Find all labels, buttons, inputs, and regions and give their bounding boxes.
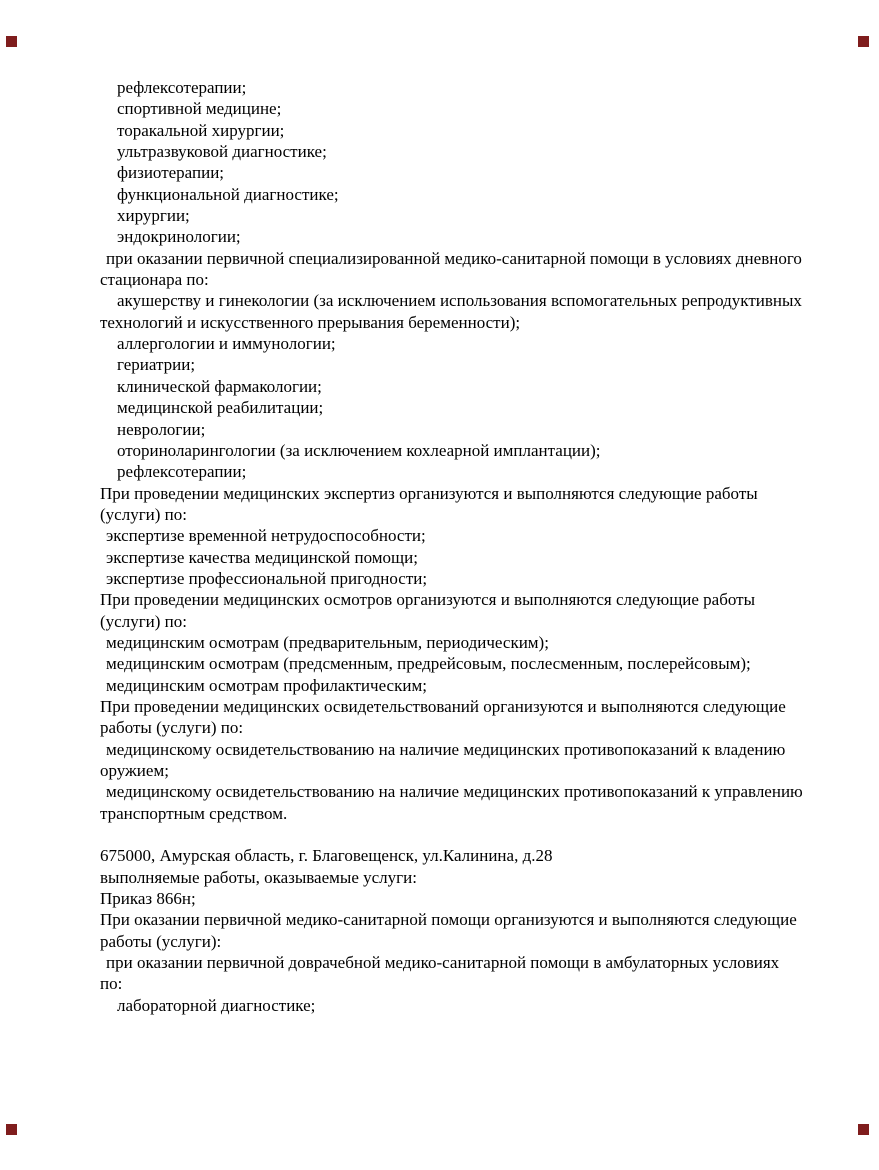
text-line: гериатрии; xyxy=(117,355,196,375)
text-line: неврологии; xyxy=(117,419,206,439)
text-line: экспертизе профессиональной пригодности; xyxy=(106,568,428,588)
text-line: при оказании первичной специализированной медико-санитарной помощи в условиях дневного xyxy=(106,248,802,268)
text-line: (услуги) по: xyxy=(100,504,187,524)
text-line: по: xyxy=(100,974,123,994)
corner-marker-bottom-left xyxy=(6,1124,17,1135)
corner-marker-top-left xyxy=(6,36,17,47)
text-line: технологий и искусственного прерывания беременности); xyxy=(100,312,521,332)
text-line: (услуги) по: xyxy=(100,611,187,631)
text-line: ультразвуковой диагностике; xyxy=(117,142,327,162)
text-line: При проведении медицинских осмотров организуются и выполняются следующие работы xyxy=(100,590,755,610)
blank-line xyxy=(100,824,870,845)
text-line: при оказании первичной доврачебной медико-санитарной помощи в амбулаторных условиях xyxy=(106,953,780,973)
text-line: медицинскому освидетельствованию на наличие медицинских противопоказаний к управлению xyxy=(106,782,803,802)
text-line: функциональной диагностике; xyxy=(117,184,339,204)
corner-marker-bottom-right xyxy=(858,1124,869,1135)
corner-marker-top-right xyxy=(858,36,869,47)
text-line: акушерству и гинекологии (за исключением использования вспомогательных репродуктивных xyxy=(117,291,802,311)
text-line: экспертизе качества медицинской помощи; xyxy=(106,547,418,567)
text-line: торакальной хирургии; xyxy=(117,120,285,140)
text-line: медицинскому освидетельствованию на наличие медицинских противопоказаний к владению xyxy=(106,739,786,759)
text-line: медицинским осмотрам (предварительным, периодическим); xyxy=(106,632,549,652)
text-line: экспертизе временной нетрудоспособности; xyxy=(106,526,426,546)
text-line: физиотерапии; xyxy=(117,163,225,183)
text-line: медицинским осмотрам (предсменным, предрейсовым, послесменным, послерейсовым); xyxy=(106,654,751,674)
text-line: стационара по: xyxy=(100,270,209,290)
text-line: При проведении медицинских освидетельствований организуются и выполняются следующие xyxy=(100,696,786,716)
text-line: медицинским осмотрам профилактическим; xyxy=(106,675,427,695)
text-line: оториноларингологии (за исключением кохлеарной имплантации); xyxy=(117,440,601,460)
text-line: эндокринологии; xyxy=(117,227,241,247)
text-line: работы (услуги) по: xyxy=(100,718,244,738)
text-line: транспортным средством. xyxy=(100,803,288,823)
text-line: рефлексотерапии; xyxy=(117,78,247,97)
text-line: спортивной медицине; xyxy=(117,99,282,119)
document-text xyxy=(100,77,870,1016)
text-line: лабораторной диагностике; xyxy=(117,995,316,1015)
text-line: Приказ 866н; xyxy=(100,889,196,909)
text-line: рефлексотерапии; xyxy=(117,462,247,482)
text-line: оружием; xyxy=(100,761,169,780)
text-line: хирургии; xyxy=(117,206,190,226)
text-line: При проведении медицинских экспертиз организуются и выполняются следующие работы xyxy=(100,483,758,503)
text-line: работы (услуги): xyxy=(100,931,222,951)
text-line: клинической фармакологии; xyxy=(117,376,322,396)
text-line: аллергологии и иммунологии; xyxy=(117,334,336,354)
text-line: медицинской реабилитации; xyxy=(117,398,324,418)
text-line: 675000, Амурская область, г. Благовещенск, ул.Калинина, д.28 xyxy=(100,846,553,866)
text-line: выполняемые работы, оказываемые услуги: xyxy=(100,867,417,887)
text-line: При оказании первичной медико-санитарной помощи организуются и выполняются следующие xyxy=(100,910,797,930)
